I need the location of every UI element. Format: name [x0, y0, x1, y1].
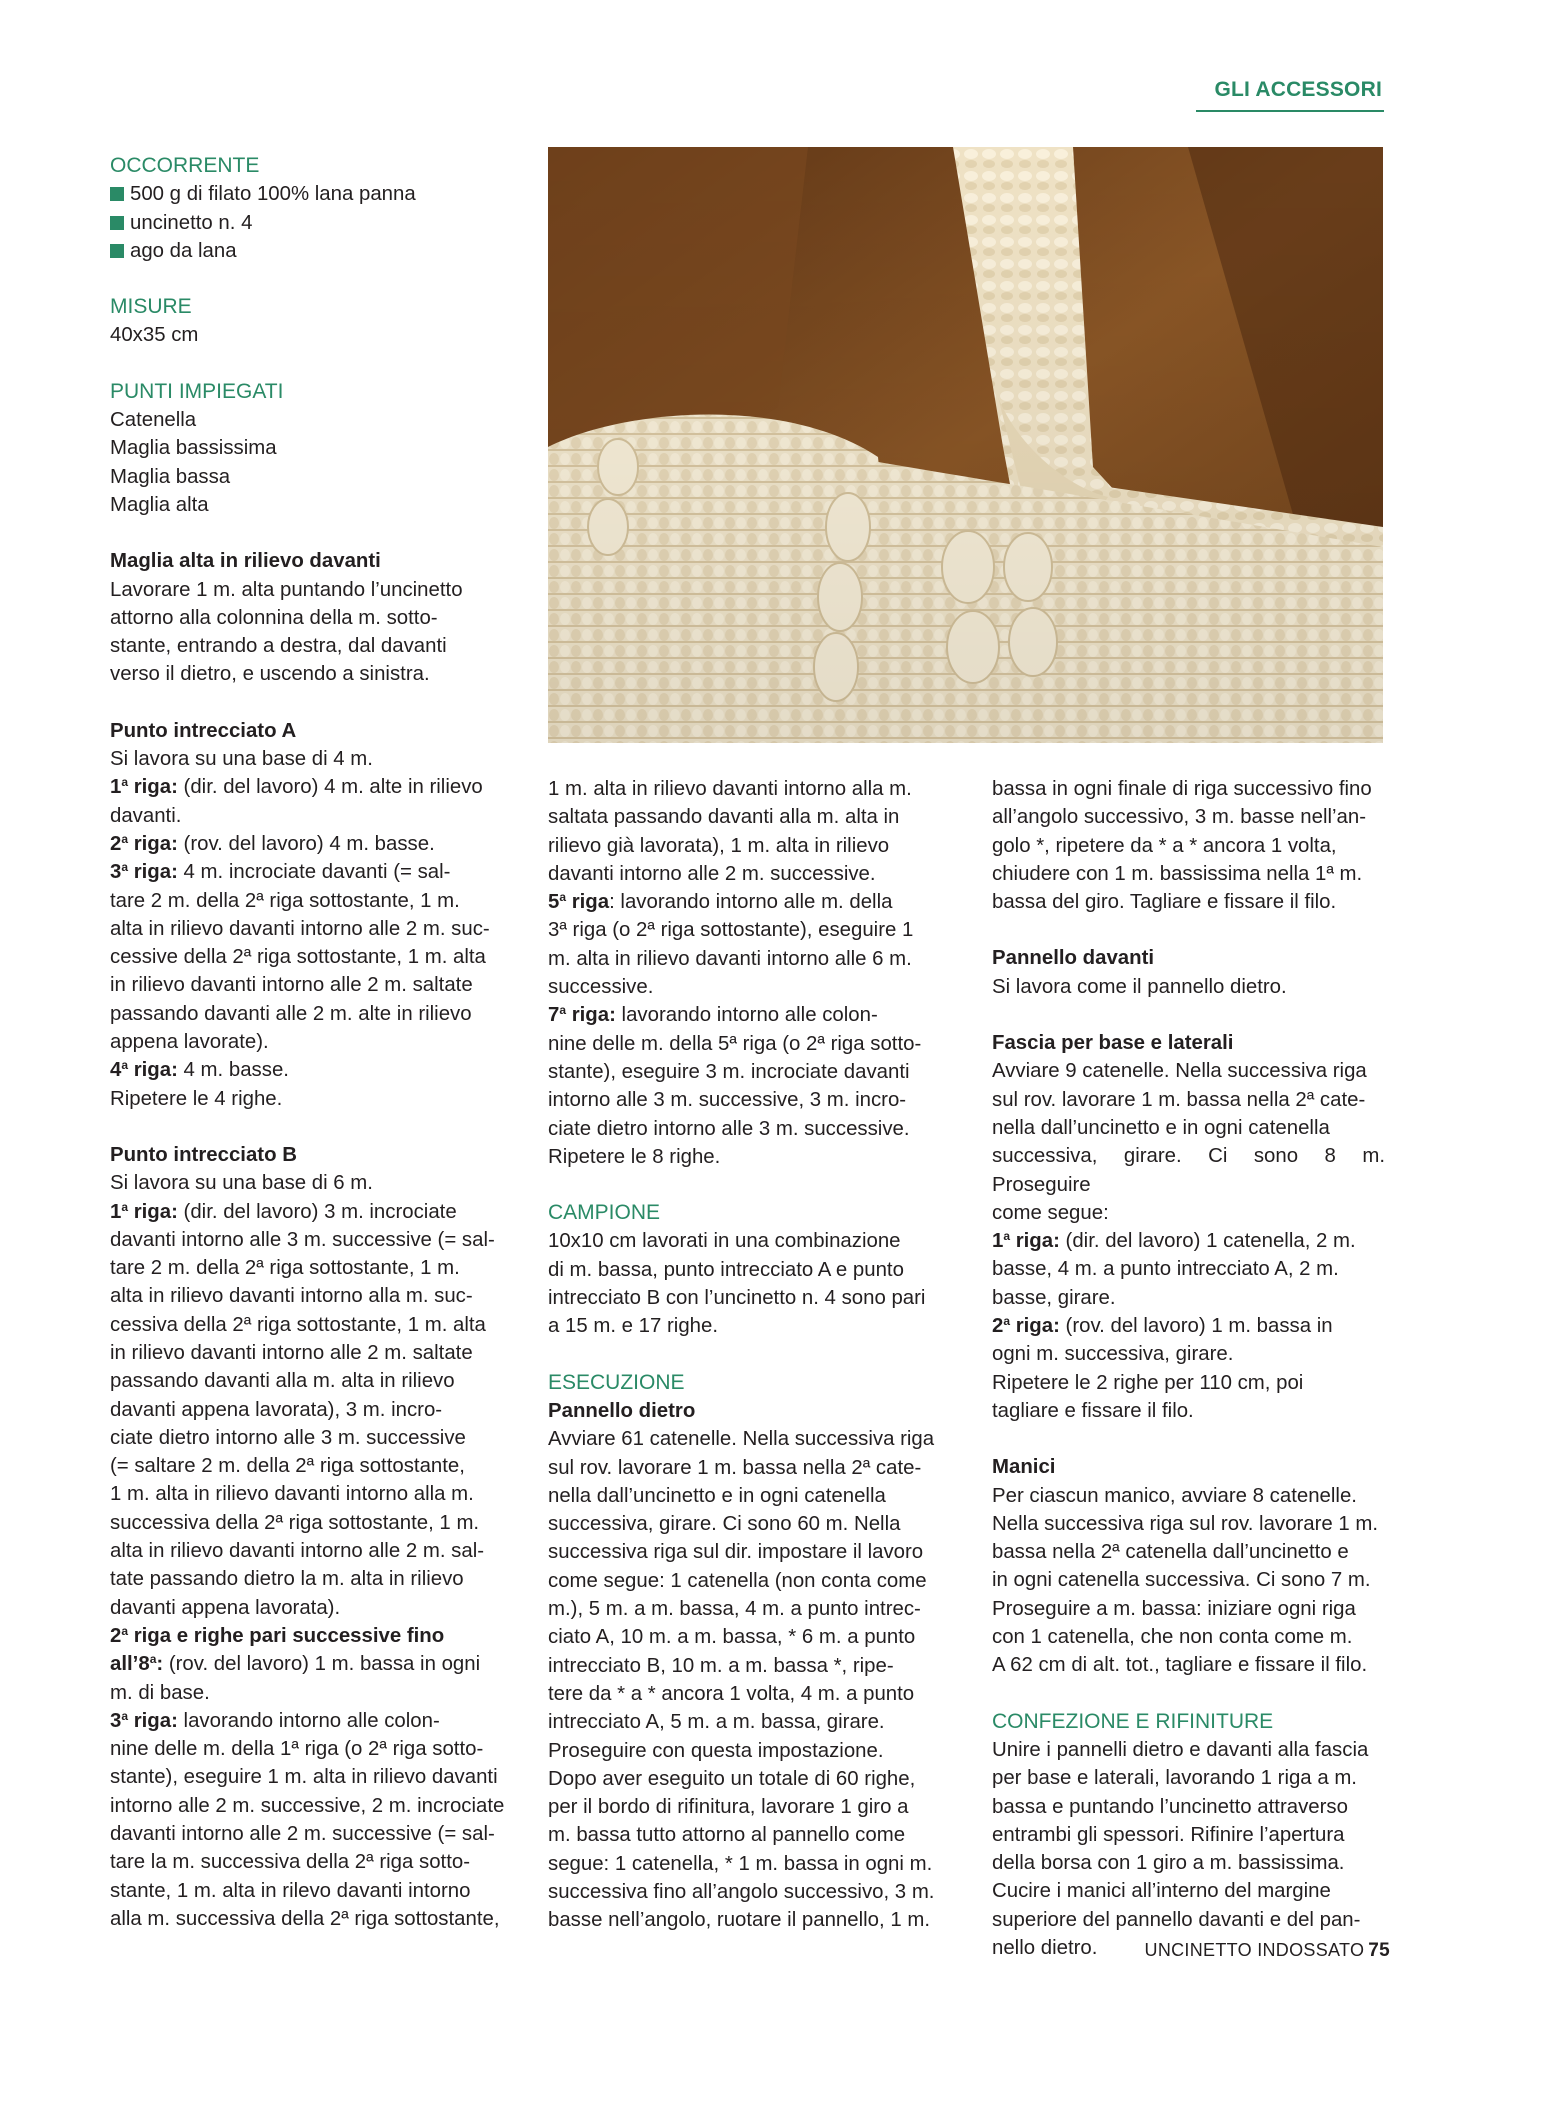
bullet-square-icon	[110, 244, 124, 258]
relief-text: Lavorare 1 m. alta puntando l’uncinetto attorno alla colonnina della m. sotto- stante, entrando a destra, dal davanti verso il dietro, e uscendo a sinistra.	[110, 578, 463, 686]
handles-text: Per ciascun manico, avviare 8 catenelle. Nella successiva riga sul rov. lavorare 1 m. bassa nella 2ª catenella dall’uncinetto e in ogni catenella successiva. Ci sono 7 m. Proseguire a m. bassa: iniziare ogni riga con 1 catenella, che non conta come m. A 62 cm di alt. tot., tagliare e fissare il filo.	[992, 1484, 1379, 1677]
gauge-text: 10x10 cm lavorati in una combinazione di m. bassa, punto intrecciato A e punto intrecciato B con l’uncinetto n. 4 sono pari a 15 m. e 17 righe.	[548, 1230, 926, 1338]
twist-b-row2-cont: all’8$^a$: (rov. del lavoro) 1 m. bassa in ogni	[110, 1652, 481, 1676]
twist-a-intro: Si lavora su una base di 4 m.	[110, 748, 373, 771]
front-panel-title: Pannello davanti	[992, 947, 1155, 970]
band-row2: 2$^a$ riga: (rov. del lavoro) 1 m. bassa in	[992, 1314, 1333, 1338]
twist-b-row7: 7$^a$ riga: lavorando intorno alle colon-	[548, 1003, 878, 1027]
twist-b-row2-end: m. di base.	[110, 1681, 210, 1704]
stitch-item: Maglia bassissima	[110, 437, 277, 460]
twist-b-row7-text: nine delle m. della 5ª riga (o 2ª riga sotto- stante), eseguire 3 m. incrociate davanti intorno alle 3 m. successive, 3 m. incro- ciate dietro intorno alle 3 m. successive.	[548, 1032, 922, 1140]
stitch-item: Maglia bassa	[110, 465, 231, 488]
front-panel-text: Si lavora come il pannello dietro.	[992, 975, 1287, 998]
band-row1: 1$^a$ riga: (dir. del lavoro) 1 catenella, 2 m.	[992, 1229, 1356, 1253]
band-row1-text: basse, 4 m. a punto intrecciato A, 2 m. basse, girare.	[992, 1258, 1339, 1309]
execution-title: ESECUZIONE	[548, 1370, 685, 1394]
twist-a-title: Punto intrecciato A	[110, 719, 297, 742]
gauge-title: CAMPIONE	[548, 1201, 661, 1225]
magazine-name: UNCINETTO INDOSSATO	[1144, 1940, 1365, 1960]
stitches-title: PUNTI IMPIEGATI	[110, 379, 284, 403]
stitch-item: Catenella	[110, 409, 197, 432]
twist-a-row4: 4$^a$ riga: 4 m. basse.	[110, 1058, 289, 1082]
twist-b-title: Punto intrecciato B	[110, 1143, 297, 1166]
sizes-title: MISURE	[110, 295, 192, 319]
bag-photo	[548, 147, 1383, 743]
twist-a-row3-text: tare 2 m. della 2ª riga sottostante, 1 m. alta in rilievo davanti intorno alle 2 m. suc- cessive della 2ª riga sottostante, 1 m. alta in rilievo davanti intorno alle 2 m. saltate passando davanti alle 2 m. alte in rilievo appena lavorate).	[110, 889, 490, 1054]
twist-b-intro: Si lavora su una base di 6 m.	[110, 1172, 373, 1195]
twist-b-row1-text: davanti intorno alle 3 m. successive (= sal- tare 2 m. della 2ª riga sottostante, 1 m. alta in rilievo davanti intorno alla m. suc- cessiva della 2ª riga sottostante, 1 m. alta in rilievo davanti intorno alle 2 m. saltate passando davanti alla m. alta in rilievo davanti appena lavorata), 3 m. incro- ciate dietro intorno alle 3 m. successive (= saltare 2 m. della 2ª riga sottostante, 1 m. alta in rilievo davanti intorno alla m. successiva della 2ª riga sottostante, 1 m. alta in rilievo davanti intorno alle 2 m. sal- tate passando dietro la m. alta in rilievo davanti appena lavorata).	[110, 1228, 495, 1619]
twist-b-row3: 3$^a$ riga: lavorando intorno alle colon-	[110, 1708, 440, 1732]
materials-item: 500 g di filato 100% lana panna	[110, 180, 513, 208]
band-title: Fascia per base e laterali	[992, 1032, 1234, 1055]
twist-b-row5-text: 3ª riga (o 2ª riga sottostante), eseguire 1 m. alta in rilievo davanti intorno alle 6 m. successive.	[548, 919, 914, 999]
bullet-square-icon	[110, 216, 124, 230]
back-panel-title: Pannello dietro	[548, 1399, 696, 1422]
sizes-value: 40x35 cm	[110, 324, 199, 347]
twist-b-cont: 1 m. alta in rilievo davanti intorno alla m. saltata passando davanti alla m. alta in rilievo già lavorata), 1 m. alta in rilievo davanti intorno alle 2 m. successive.	[548, 778, 912, 885]
band-row2-text: ogni m. successiva, girare. Ripetere le 2 righe per 110 cm, poi tagliare e fissare il filo.	[992, 1343, 1304, 1422]
twist-a-row1-cont: davanti.	[110, 804, 182, 827]
crochet-bag-illustration	[548, 147, 1383, 743]
materials-title: OCCORRENTE	[110, 154, 260, 177]
band-text: Avviare 9 catenelle. Nella successiva riga sul rov. lavorare 1 m. bassa nella 2ª cate- nella dall’uncinetto e in ogni catenella successiva, girare. Ci sono 8 m. Proseguire come segue:	[992, 1060, 1385, 1224]
twist-b-repeat: Ripetere le 8 righe.	[548, 1145, 721, 1168]
finishing-text: Unire i pannelli dietro e davanti alla fascia per base e laterali, lavorando 1 riga a m. bassa e puntando l’uncinetto attraverso entrambi gli spessori. Rifinire l’apertura della borsa con 1 giro a m. bassissima. Cucire i manici all’interno del margine superiore del pannello davanti e del pan- nello dietro.	[992, 1738, 1369, 1959]
materials-item: uncinetto n. 4	[110, 209, 513, 237]
back-panel-text: Avviare 61 catenelle. Nella successiva riga sul rov. lavorare 1 m. bassa nella 2ª cate- nella dall’uncinetto e in ogni catenella successiva, girare. Ci sono 60 m. Nella successiva riga sul dir. impostare il lavoro come segue: 1 catenella (non conta come m.), 5 m. a m. bassa, 4 m. a punto intrec- ciato A, 10 m. a m. bassa, * 6 m. a punto intrecciato B, 10 m. a m. bassa *, ripe- tere da * a * ancora 1 volta, 4 m. a punto intrecciato A, 5 m. a m. bassa, girare. Proseguire con questa impostazione. Dopo aver eseguito un totale di 60 righe, per il bordo di rifinitura, lavorare 1 giro a m. bassa tutto attorno al pannello come segue: 1 catenella, * 1 m. bassa in ogni m. successiva fino all’angolo successivo, 3 m. basse nell’angolo, ruotare il pannello, 1 m.	[548, 1428, 935, 1932]
twist-a-row1: 1$^a$ riga: (dir. del lavoro) 4 m. alte in rilievo	[110, 775, 483, 799]
twist-b-row1: 1$^a$ riga: (dir. del lavoro) 3 m. incrociate	[110, 1199, 457, 1223]
twist-a-row3: 3$^a$ riga: 4 m. incrociate davanti (= sal-	[110, 860, 451, 884]
twist-b-row2: 2$^a$ riga e righe pari successive fino	[110, 1623, 445, 1647]
finishing-title: CONFEZIONE E RIFINITURE	[992, 1709, 1274, 1733]
column-left	[110, 152, 513, 1933]
column-middle	[548, 775, 951, 1935]
column-right	[992, 775, 1385, 1962]
page-footer	[1020, 1940, 1390, 1962]
page-number: 75	[1368, 1940, 1390, 1961]
bullet-square-icon	[110, 187, 124, 201]
relief-title: Maglia alta in rilievo davanti	[110, 550, 381, 573]
section-rule	[1196, 110, 1384, 112]
twist-b-row5: 5$^a$ riga: lavorando intorno alle m. della	[548, 890, 893, 914]
materials-item: ago da lana	[110, 237, 513, 265]
twist-a-repeat: Ripetere le 4 righe.	[110, 1087, 283, 1110]
handles-title: Manici	[992, 1456, 1056, 1479]
section-title: GLI ACCESSORI	[1214, 78, 1382, 101]
twist-b-row3-text: nine delle m. della 1ª riga (o 2ª riga sotto- stante), eseguire 1 m. alta in rilievo davanti intorno alle 2 m. successive, 2 m. incrociate davanti intorno alle 2 m. successive (= sal- tare la m. successiva della 2ª riga sotto- stante, 1 m. alta in rilevo davanti intorno alla m. successiva della 2ª riga sottostante,	[110, 1738, 505, 1930]
twist-a-row2: 2$^a$ riga: (rov. del lavoro) 4 m. basse.	[110, 831, 435, 855]
stitch-item: Maglia alta	[110, 493, 209, 516]
back-panel-cont: bassa in ogni finale di riga successivo fino all’angolo successivo, 3 m. basse nell’an- golo *, ripetere da * a * ancora 1 volta, chiudere con 1 m. bassissima nella 1ª m. bassa del giro. Tagliare e fissare il filo.	[992, 778, 1372, 914]
